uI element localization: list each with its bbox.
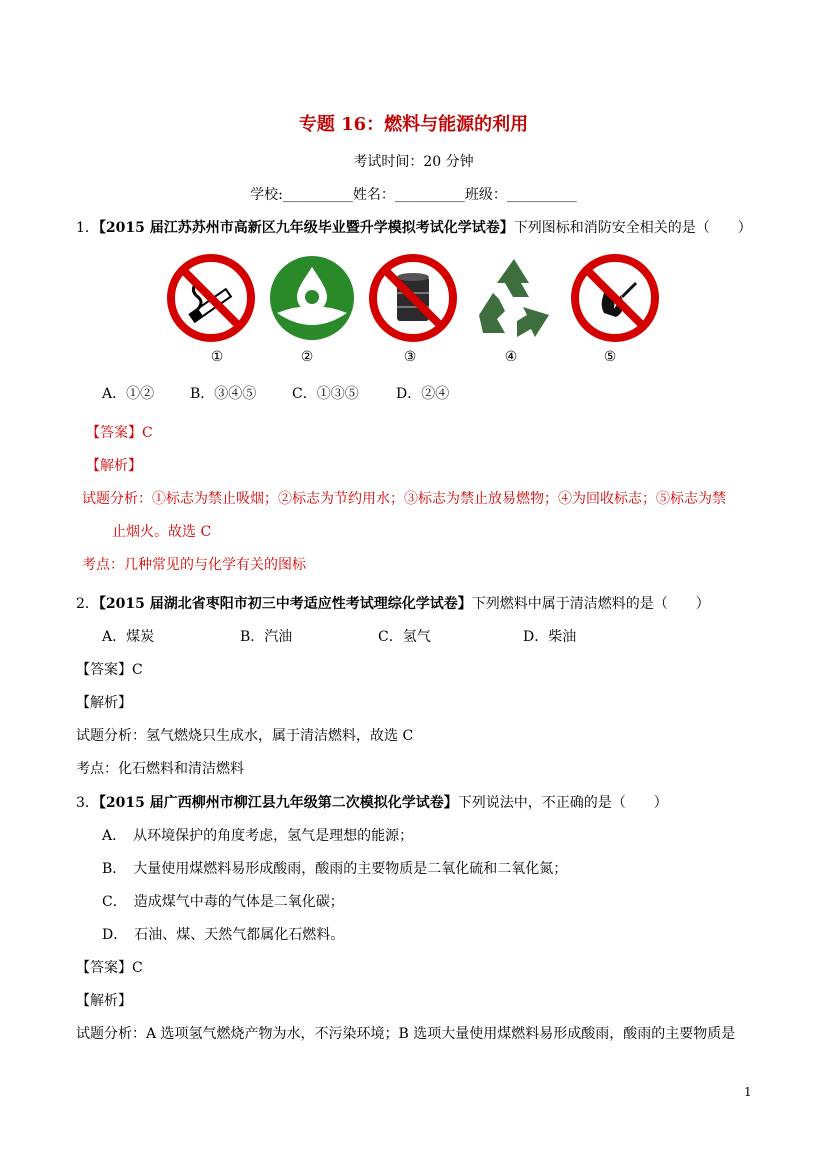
question-source: 【2015 届湖北省枣阳市初三中考适应性考试理综化学试卷】 [98,596,472,612]
page-title: 专题 16：燃料与能源的利用 [298,114,529,135]
answer-label: 【答案】C [86,425,153,441]
knowledge-point: 考点：化石燃料和清洁燃料 [76,761,244,777]
sign-label-2: ② [300,349,314,365]
option-b: B．汽油 [240,629,293,645]
knowledge-point: 考点：几种常见的与化学有关的图标 [82,557,306,573]
page-number: 1 [744,1085,752,1099]
option-a: A．煤炭 [102,629,155,645]
question-3-stem [76,792,668,812]
option-c: C．①③⑤ [292,386,359,402]
analysis-label: 【解析】 [86,458,142,474]
exam-time: 考试时间：20 分钟 [353,154,474,170]
option-d: D． 石油、煤、天然气都属化石燃料。 [102,927,345,943]
option-c: C．氢气 [378,629,431,645]
water-saving-icon [267,253,357,343]
sign-images [166,253,662,343]
option-a: A．①② [102,386,155,402]
recycle-icon [469,253,559,343]
question-number: 3． [76,795,99,811]
no-flammables-icon [368,253,458,343]
question-1-stem [76,217,752,237]
option-c: C． 造成煤气中毒的气体是二氧化碳； [102,894,344,910]
analysis-text: 试题分析：氢气燃烧只生成水，属于清洁燃料，故选 C [76,728,414,744]
option-d: D．柴油 [523,629,577,645]
analysis-label: 【解析】 [76,993,132,1009]
analysis-text: 试题分析：①标志为禁止吸烟；②标志为节约用水；③标志为禁止放易燃物；④为回收标志；⑤标志为禁 [82,491,726,507]
option-b: B．③④⑤ [190,386,257,402]
sign-label-1: ① [210,349,224,365]
no-smoking-icon [166,253,256,343]
question-source: 【2015 届江苏苏州市高新区九年级毕业暨升学模拟考试化学试卷】 [98,220,514,236]
option-a: A． 从环境保护的角度考虑，氢气是理想的能源； [102,828,414,844]
analysis-text-continued: 止烟火。故选 C [112,524,212,540]
option-d: D．②④ [396,386,450,402]
student-info-line: 学校:__________姓名：__________班级：__________ [250,187,577,203]
analysis-label: 【解析】 [76,695,132,711]
option-b: B． 大量使用煤燃料易形成酸雨，酸雨的主要物质是二氧化硫和二氧化氮； [102,861,568,877]
sign-label-4: ④ [504,349,518,365]
answer-label: 【答案】C [76,960,143,976]
question-number: 1． [76,220,99,236]
question-text: 下列燃料中属于清洁燃料的是（ ） [471,596,710,612]
sign-label-5: ⑤ [603,349,617,365]
question-source: 【2015 届广西柳州市柳江县九年级第二次模拟化学试卷】 [98,795,458,811]
answer-label: 【答案】C [76,662,143,678]
question-2-stem [76,593,710,613]
no-fireworks-icon [570,253,660,343]
question-number: 2． [76,596,99,612]
question-text: 下列说法中，不正确的是（ ） [457,795,668,811]
sign-label-3: ③ [403,349,417,365]
analysis-text: 试题分析：A 选项氢气燃烧产物为水，不污染环境；B 选项大量使用煤燃料易形成酸雨，酸雨的主要物质是 [76,1026,736,1042]
question-text: 下列图标和消防安全相关的是（ ） [513,220,752,236]
